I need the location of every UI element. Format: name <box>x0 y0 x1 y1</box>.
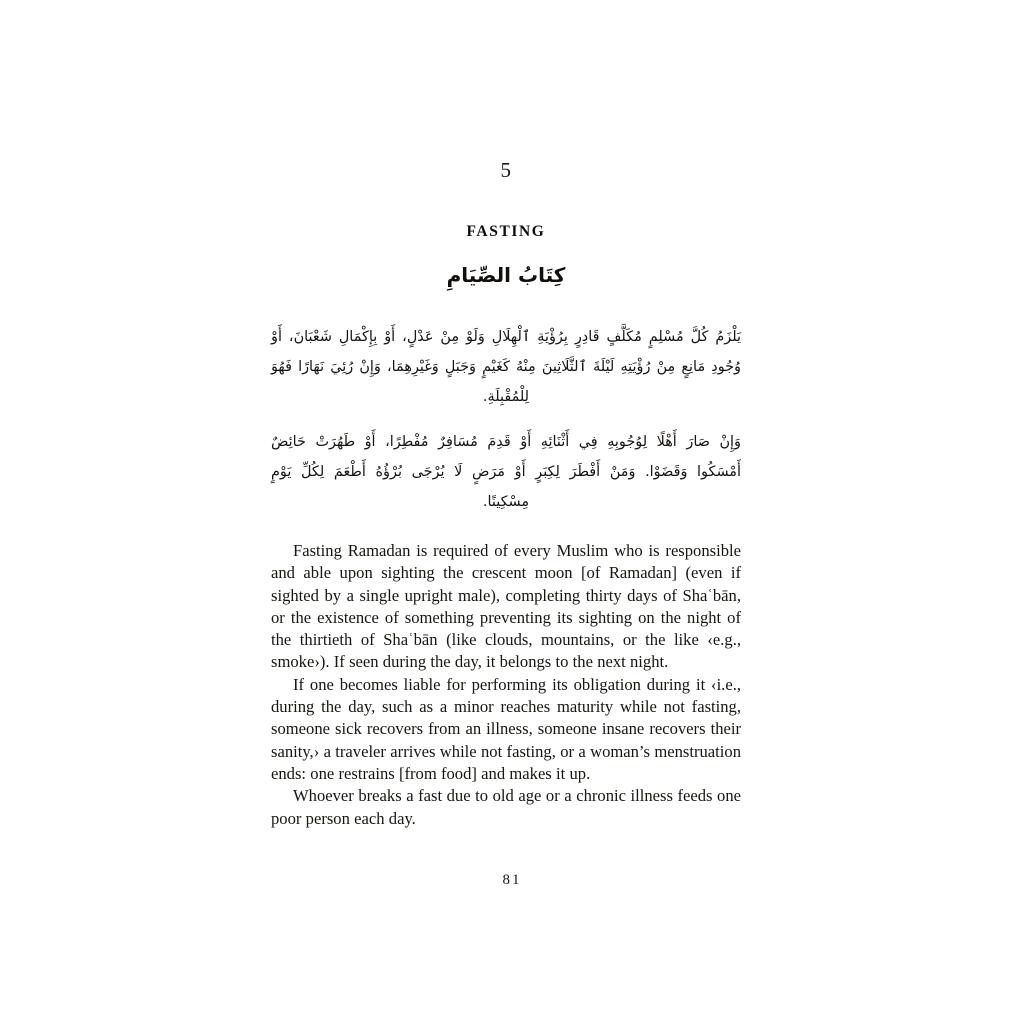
arabic-paragraph: وَإِنْ صَارَ أَهْلًا لِوُجُوبِهِ فِي أَثْنَائِهِ أَوْ قَدِمَ مُسَافِرٌ مُفْطِرًا، أَوْ طَهُرَتْ حَائِضٌ أَمْسَكُوا وَقَضَوْا. وَمَنْ أَفْطَرَ لِكِبَرٍ أَوْ مَرَضٍ لَا يُرْجَى بُرْؤُهُ أَطْعَمَ لِكُلِّ يَوْمٍ مِسْكِينًا. <box>271 434 741 511</box>
english-paragraph: Fasting Ramadan is required of every Muslim who is responsible and able upon sighting the crescent moon [of Ramadan] (even if sighted by a single upright male), completing thirty days of Shaʿbān, or the existence of something preventing its sighting on the night of the thirtieth of Shaʿbān (like clouds, mountains, or the like ‹e.g., smoke›). If seen during the day, it belongs to the next night. <box>271 540 741 672</box>
chapter-title-english: FASTING <box>466 223 546 240</box>
english-body <box>271 540 741 830</box>
chapter-number: 5 <box>500 158 512 182</box>
arabic-paragraph: يَلْزَمُ كُلَّ مُسْلِمٍ مُكَلَّفٍ قَادِرٍ بِرُؤْيَةِ ٱلْهِلَالِ وَلَوْ مِنْ عَدْلٍ، أَوْ بِإِكْمَالِ شَعْبَانَ، أَوْ وُجُودِ مَانِعٍ مِنْ رُؤْيَتِهِ لَيْلَةَ ٱلثَّلَاثِينَ مِنْهُ كَغَيْمٍ وَجَبَلٍ وَغَيْرِهِمَا، وَإِنْ رُئِيَ نَهَارًا فَهُوَ لِلْمُقْبِلَةِ. <box>271 329 741 405</box>
page-text-block <box>271 160 741 830</box>
english-paragraph: If one becomes liable for performing its obligation during it ‹i.e., during the day, such as a minor reaches maturity while not fasting, someone sick recovers from an illness, someone insane recovers their sanity,› a traveler arrives while not fasting, or a woman’s menstruation ends: one restrains [from food] and makes it up. <box>271 674 741 784</box>
chapter-title-arabic: كِتَابُ الصِّيَامِ <box>446 263 566 288</box>
page-number-folio: 81 <box>502 872 522 888</box>
arabic-body <box>271 323 741 518</box>
english-paragraph: Whoever breaks a fast due to old age or a chronic illness feeds one poor person each day. <box>271 786 741 828</box>
